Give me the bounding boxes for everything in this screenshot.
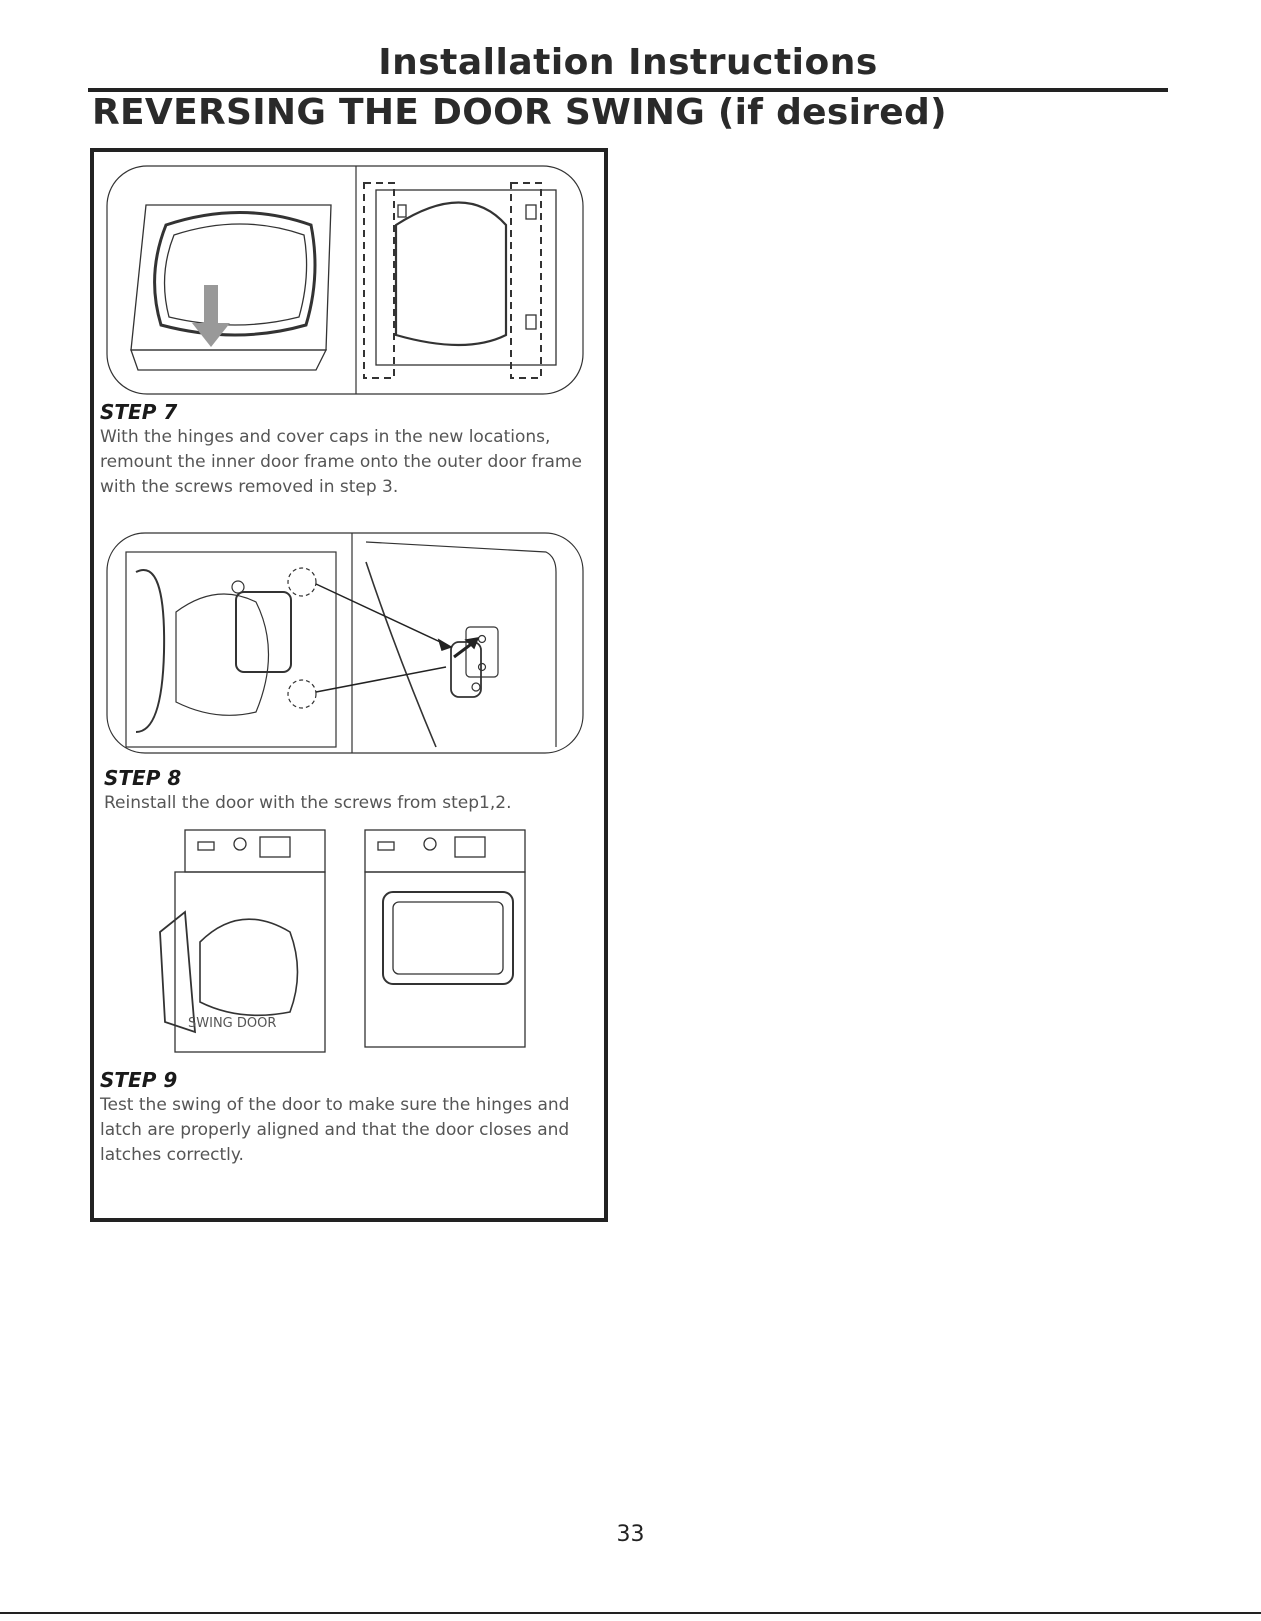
door-frame-perspective-image [131, 205, 331, 370]
dryer-front-open-image [126, 552, 336, 747]
swing-door-label: SWING DOOR [188, 1016, 277, 1031]
hinge-closeup-image [366, 542, 556, 747]
step7-text: With the hinges and cover caps in the new locations, remount the inner door frame onto the outer door frame with the screws removed in step 3. [100, 427, 582, 497]
bottom-rule [0, 1612, 1261, 1614]
step9-illustration [140, 822, 560, 1058]
step8-text: Reinstall the door with the screws from step1,2. [104, 793, 512, 813]
step8-illustration [106, 532, 586, 764]
step7-label: STEP 7 [100, 400, 178, 424]
down-arrow-icon [192, 285, 230, 347]
dryer-door-open-image [160, 830, 325, 1052]
step7-illustration [106, 165, 586, 397]
page-title: REVERSING THE DOOR SWING (if desired) [92, 92, 947, 133]
step8-label: STEP 8 [104, 766, 182, 790]
section-header: Installation Instructions [378, 42, 878, 83]
inner-frame-front-image [364, 183, 556, 378]
step9-label: STEP 9 [100, 1068, 178, 1092]
page-number: 33 [616, 1522, 645, 1547]
dryer-door-closed-image [365, 830, 525, 1047]
step9-text: Test the swing of the door to make sure the hinges and latch are properly aligned and that the door closes and latches correctly. [100, 1095, 570, 1165]
pointer-arrows-icon [316, 584, 478, 692]
